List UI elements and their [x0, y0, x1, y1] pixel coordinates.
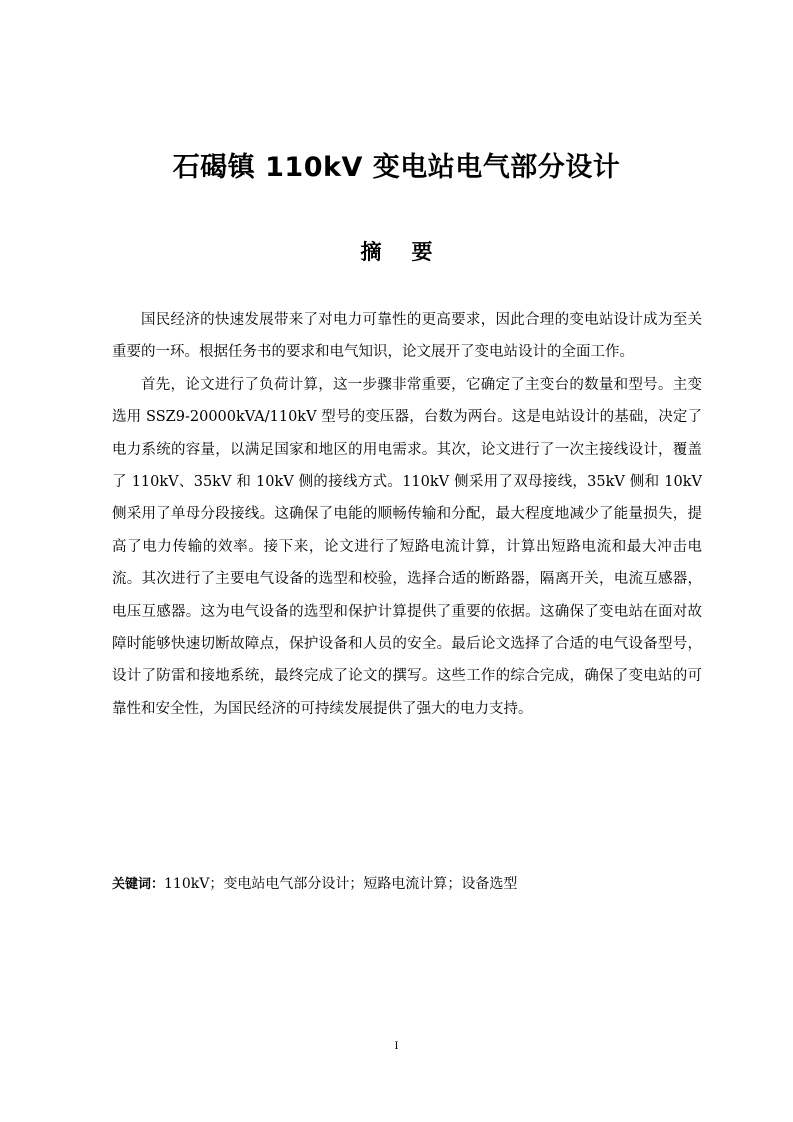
abstract-heading-right: 要 [411, 240, 433, 264]
keywords-label: 关键词： [112, 877, 165, 892]
keywords-line [112, 872, 702, 897]
abstract-paragraph-2: 首先，论文进行了负荷计算，这一步骤非常重要，它确定了主变台的数量和型号。主变选用 SSZ9-20000kVA/110kV 型号的变压器，台数为两台。这是电站设计的基础，决定了电力系统的容量，以满足国家和地区的用电需求。其次，论文进行了一次主接线设计，覆盖了 110kV、35kV 和 10kV 侧的接线方式。110kV 侧采用了双母接线，35kV 侧和 10kV 侧采用了单母分段接线。这确保了电能的顺畅传输和分配，最大程度地减少了能量损失，提高了电力传输的效率。接下来，论文进行了短路电流计算，计算出短路电流和最大冲击电流。其次进行了主要电气设备的选型和校验，选择合适的断路器，隔离开关，电流互感器，电压互感器。这为电气设备的选型和保护计算提供了重要的依据。这确保了变电站在面对故障时能够快速切断故障点，保护设备和人员的安全。最后论文选择了合适的电气设备型号，设计了防雷和接地系统，最终完成了论文的撰写。这些工作的综合完成，确保了变电站的可靠性和安全性，为国民经济的可持续发展提供了强大的电力支持。 [112, 376, 702, 717]
abstract-heading [0, 234, 793, 270]
abstract-paragraph-1: 国民经济的快速发展带来了对电力可靠性的更高要求，因此合理的变电站设计成为至关重要的一环。根据任务书的要求和电气知识，论文展开了变电站设计的全面工作。 [112, 312, 702, 361]
abstract-heading-left: 摘 [360, 240, 382, 264]
page-number: I [394, 1041, 399, 1052]
document-title: 石碣镇 110kV 变电站电气部分设计 [172, 152, 621, 183]
abstract-body [112, 304, 702, 725]
keywords-value: 110kV；变电站电气部分设计；短路电流计算；设备选型 [164, 876, 518, 892]
